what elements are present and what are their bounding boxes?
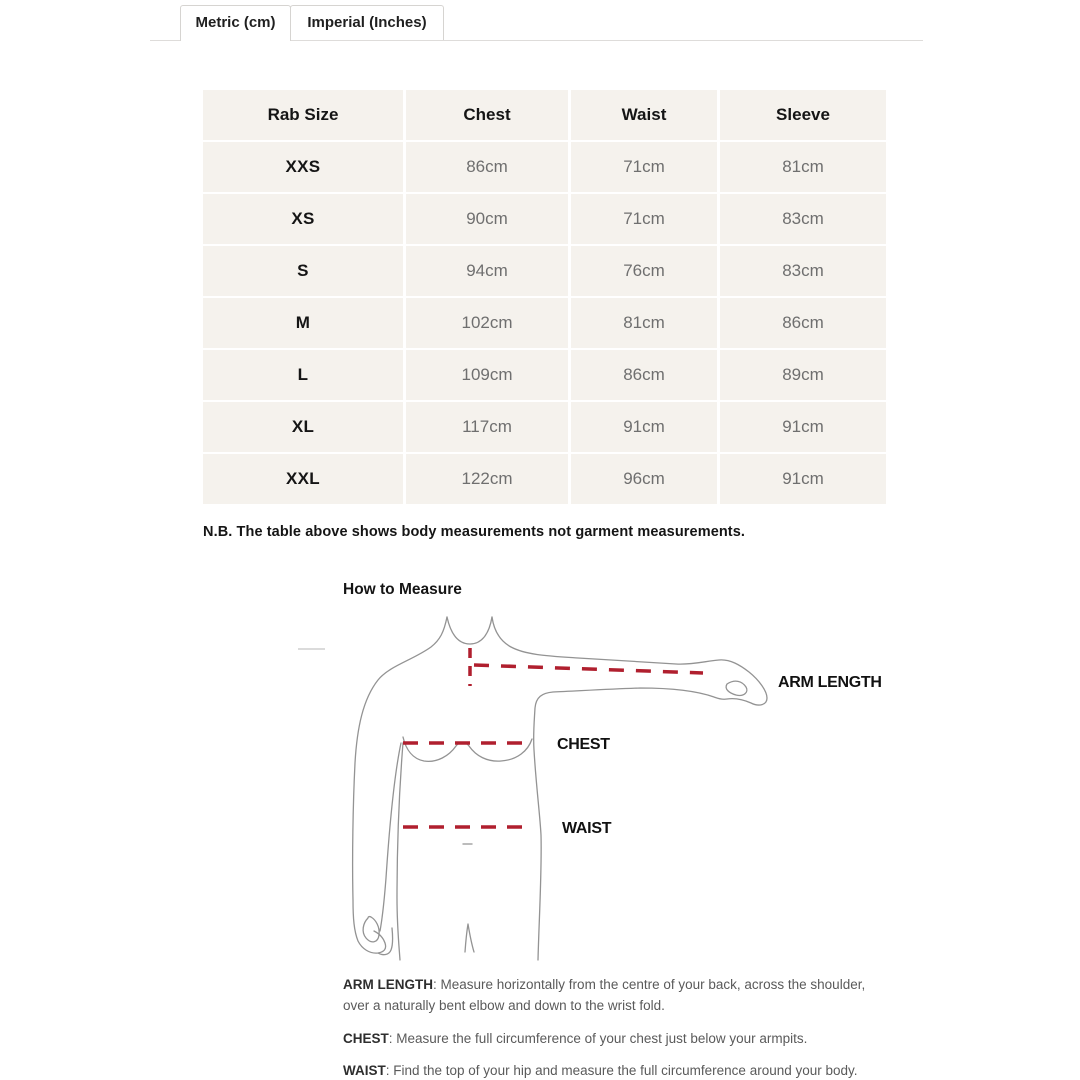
row-m-waist: 81cm <box>571 298 717 348</box>
row-xs-waist: 71cm <box>571 194 717 244</box>
row-s-waist: 76cm <box>571 246 717 296</box>
waist-label: WAIST <box>562 820 612 837</box>
row-xs-sleeve: 83cm <box>720 194 886 244</box>
tab-metric-cm[interactable]: Metric (cm) <box>180 5 291 41</box>
row-l-chest: 109cm <box>406 350 568 400</box>
row-xs-size: XS <box>203 194 403 244</box>
tab-imperial-inches[interactable]: Imperial (Inches) <box>290 5 444 40</box>
row-xxs-sleeve: 81cm <box>720 142 886 192</box>
row-l-size: L <box>203 350 403 400</box>
col-header-sleeve: Sleeve <box>720 90 886 140</box>
row-xl-waist: 91cm <box>571 402 717 452</box>
row-m-sleeve: 86cm <box>720 298 886 348</box>
row-xxs-waist: 71cm <box>571 142 717 192</box>
arm-length-text: : Measure horizontally from the centre of your back, across the shoulder, over a naturally bent elbow and down to the wrist fold. <box>343 977 866 1014</box>
col-header-waist: Waist <box>571 90 717 140</box>
chest-text: : Measure the full circumference of your chest just below your armpits. <box>388 1030 808 1046</box>
arm-length-label: ARM LENGTH <box>778 674 882 691</box>
row-xl-size: XL <box>203 402 403 452</box>
waist-text: : Find the top of your hip and measure the full circumference around your body. <box>385 1062 858 1078</box>
col-header-chest: Chest <box>406 90 568 140</box>
chest-instruction <box>343 1028 891 1049</box>
waist-term: WAIST <box>343 1062 386 1078</box>
row-s-chest: 94cm <box>406 246 568 296</box>
chest-term: CHEST <box>343 1030 389 1046</box>
measurement-instructions <box>343 974 891 1080</box>
row-xxl-size: XXL <box>203 454 403 504</box>
size-table <box>203 90 886 504</box>
row-xs-chest: 90cm <box>406 194 568 244</box>
row-m-size: M <box>203 298 403 348</box>
row-xl-sleeve: 91cm <box>720 402 886 452</box>
row-xxs-chest: 86cm <box>406 142 568 192</box>
row-s-size: S <box>203 246 403 296</box>
row-xxs-size: XXS <box>203 142 403 192</box>
arm-length-term: ARM LENGTH <box>343 977 433 992</box>
row-xxl-sleeve: 91cm <box>720 454 886 504</box>
row-m-chest: 102cm <box>406 298 568 348</box>
row-xxl-waist: 96cm <box>571 454 717 504</box>
waist-instruction <box>343 1060 891 1080</box>
row-l-waist: 86cm <box>571 350 717 400</box>
arm-length-instruction <box>343 974 891 1017</box>
arm-length-line <box>474 665 703 673</box>
col-header-size: Rab Size <box>203 90 403 140</box>
row-xxl-chest: 122cm <box>406 454 568 504</box>
chest-label: CHEST <box>557 736 610 753</box>
body-measurement-note: N.B. The table above shows body measurements not garment measurements. <box>203 524 746 540</box>
how-to-measure-title: How to Measure <box>343 581 462 598</box>
row-l-sleeve: 89cm <box>720 350 886 400</box>
measurement-diagram <box>290 598 890 978</box>
row-s-sleeve: 83cm <box>720 246 886 296</box>
row-xl-chest: 117cm <box>406 402 568 452</box>
